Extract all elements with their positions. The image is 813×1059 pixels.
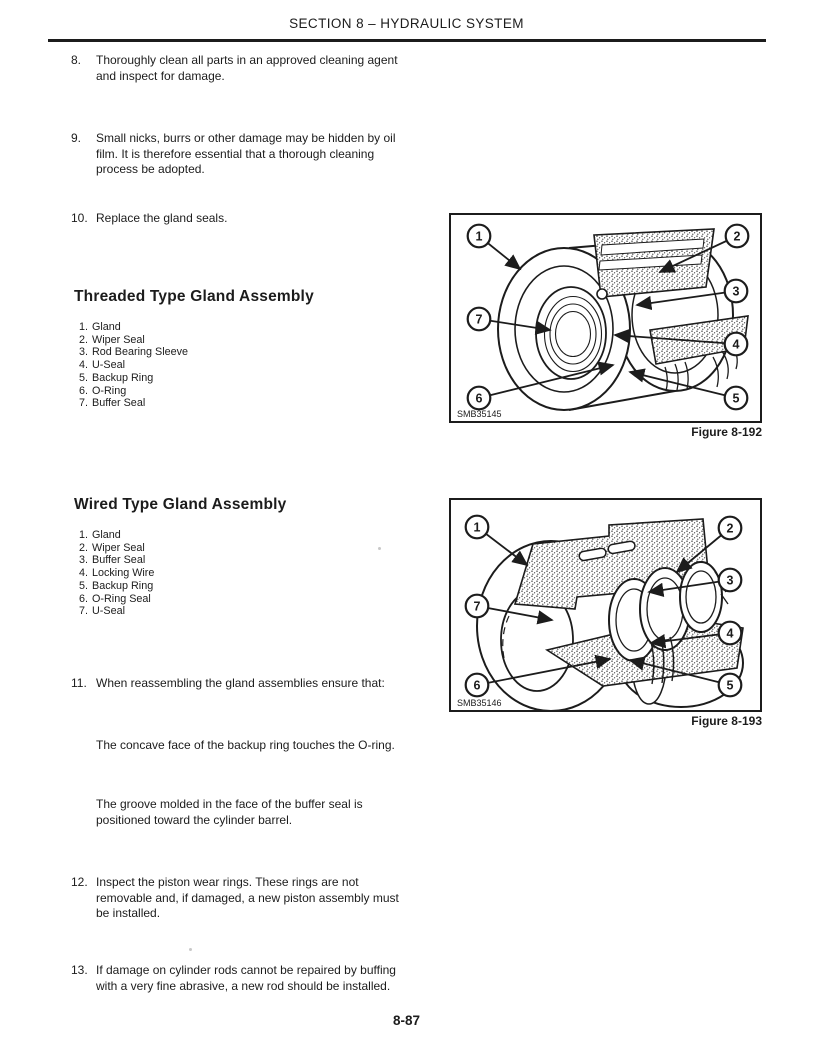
page-number: 8-87 bbox=[392, 1013, 421, 1028]
step-number: 12. bbox=[71, 875, 88, 889]
parts-list-item: 2. Wiper Seal bbox=[79, 541, 145, 554]
threaded-gland-illustration bbox=[451, 215, 760, 421]
wired-parts-list bbox=[79, 529, 154, 618]
callout-3: 3 bbox=[726, 573, 734, 588]
step-number: 11. bbox=[71, 676, 87, 690]
threaded-section-heading: Threaded Type Gland Assembly bbox=[74, 288, 314, 305]
callout-3: 3 bbox=[732, 284, 740, 299]
wired-section-heading: Wired Type Gland Assembly bbox=[74, 496, 287, 513]
figure-caption: Figure 8-192 bbox=[691, 425, 762, 439]
figure-code-label: SMB35146 bbox=[457, 698, 502, 708]
wired-gland-illustration bbox=[451, 500, 760, 710]
step-text: Small nicks, burrs or other damage may be hidden by oil film. It is therefore essential that a thorough cleaning process be adopted. bbox=[96, 131, 396, 177]
parts-list-item: 3. Buffer Seal bbox=[79, 554, 146, 567]
callout-6: 6 bbox=[473, 678, 481, 693]
figure-threaded-gland bbox=[449, 213, 762, 423]
step-text: When reassembling the gland assemblies ensure that: bbox=[96, 676, 385, 690]
scan-noise-dot bbox=[189, 948, 192, 951]
step-text: Replace the gland seals. bbox=[96, 211, 228, 225]
figure-caption: Figure 8-193 bbox=[691, 714, 762, 728]
callout-5: 5 bbox=[726, 678, 734, 693]
step-text: Thoroughly clean all parts in an approved cleaning agent and inspect for damage. bbox=[96, 53, 398, 83]
figure-wired-gland bbox=[449, 498, 762, 712]
callout-2: 2 bbox=[726, 521, 734, 536]
callout-1: 1 bbox=[473, 520, 481, 535]
step-number: 10. bbox=[71, 211, 88, 225]
step-item-8 bbox=[71, 53, 408, 84]
step-11-note-1: The concave face of the backup ring touches the O-ring. bbox=[96, 738, 395, 752]
parts-list-item: 6. O-Ring Seal bbox=[79, 592, 151, 605]
step-11-note-2: The groove molded in the face of the buffer seal is positioned toward the cylinder barrel. bbox=[96, 797, 363, 827]
step-item-11 bbox=[71, 676, 408, 692]
figure-code-label: SMB35145 bbox=[457, 409, 502, 419]
callout-4: 4 bbox=[732, 337, 740, 352]
step-number: 13. bbox=[71, 963, 88, 977]
parts-list-item: 4. Locking Wire bbox=[79, 567, 155, 580]
step-number: 8. bbox=[71, 53, 82, 67]
step-text: If damage on cylinder rods cannot be repaired by buffing with a very fine abrasive, a new rod should be installed. bbox=[96, 963, 396, 993]
callout-7: 7 bbox=[475, 312, 483, 327]
parts-list-item: 7. Buffer Seal bbox=[79, 397, 146, 410]
parts-list-item: 6. O-Ring bbox=[79, 384, 127, 397]
header-rule bbox=[48, 39, 766, 42]
threaded-parts-list bbox=[79, 321, 188, 410]
step-item-13 bbox=[71, 963, 408, 994]
callout-6: 6 bbox=[475, 391, 483, 406]
callout-4: 4 bbox=[726, 626, 734, 641]
parts-list-item: 5. Backup Ring bbox=[79, 371, 154, 384]
parts-list-item: 2. Wiper Seal bbox=[79, 333, 145, 346]
callout-1: 1 bbox=[475, 229, 483, 244]
parts-list-item: 3. Rod Bearing Sleeve bbox=[79, 346, 189, 359]
parts-list-item: 1. Gland bbox=[79, 321, 121, 333]
parts-list-item: 7. U-Seal bbox=[79, 605, 126, 618]
page-header-title: SECTION 8 – HYDRAULIC SYSTEM bbox=[289, 16, 524, 31]
scan-noise-dot bbox=[378, 547, 381, 550]
step-number: 9. bbox=[71, 131, 82, 145]
callout-2: 2 bbox=[733, 229, 741, 244]
step-item-9 bbox=[71, 131, 408, 178]
step-text: Inspect the piston wear rings. These rings are not removable and, if damaged, a new piston assembly must be installed. bbox=[96, 875, 399, 921]
callout-7: 7 bbox=[473, 599, 481, 614]
step-item-12 bbox=[71, 875, 408, 922]
parts-list-item: 1. Gland bbox=[79, 529, 121, 541]
step-item-10 bbox=[71, 211, 408, 227]
parts-list-item: 4. U-Seal bbox=[79, 359, 126, 372]
parts-list-item: 5. Backup Ring bbox=[79, 579, 154, 592]
callout-5: 5 bbox=[732, 391, 740, 406]
